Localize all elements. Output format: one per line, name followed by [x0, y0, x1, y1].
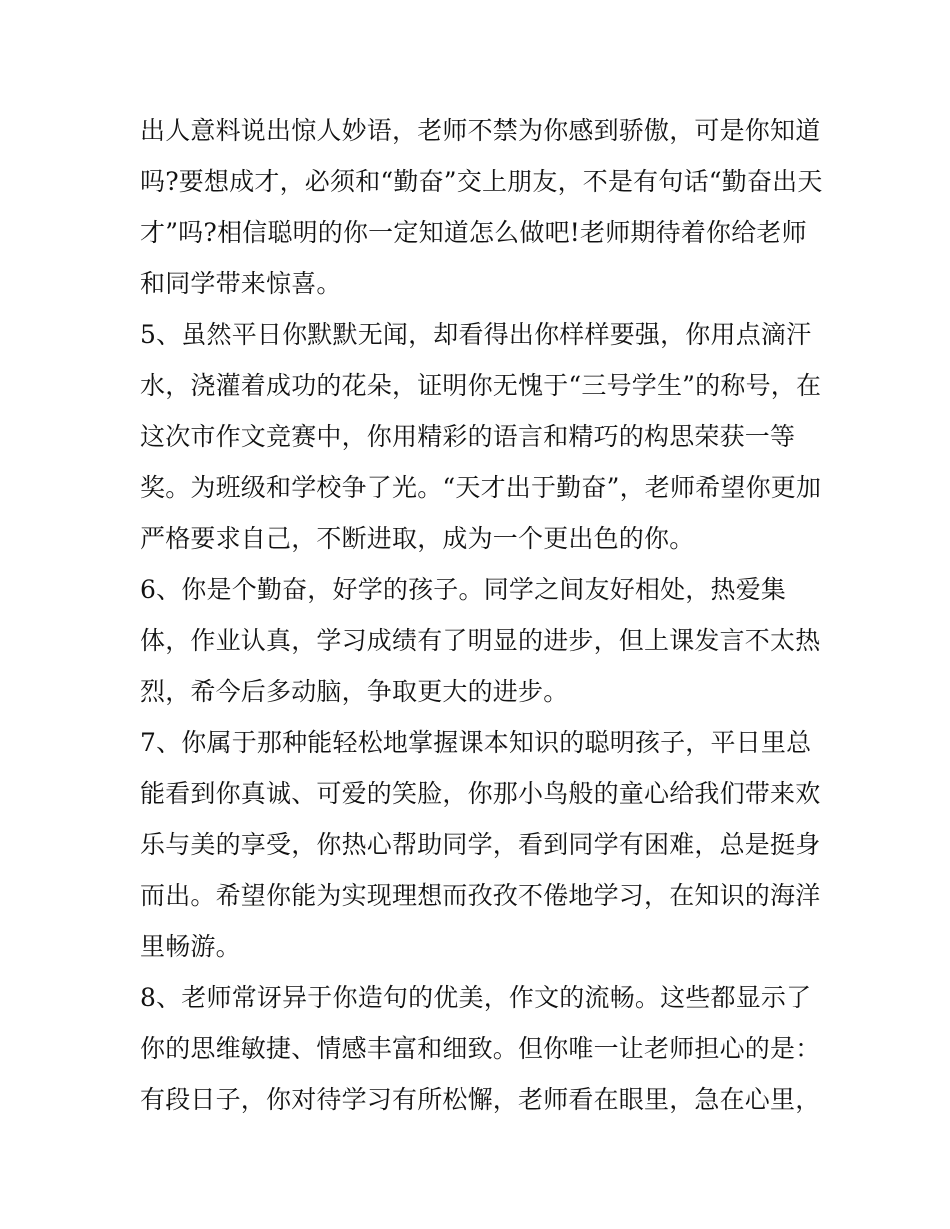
text-line: 严格要求自己，不断进取，成为一个更出色的你。	[140, 524, 695, 553]
text-line: 奖。为班级和学校争了光。“天才出于勤奋”，老师希望你更加	[140, 473, 822, 502]
text-line: 里畅游。	[140, 932, 241, 961]
text-line: 8、老师常讶异于你造句的优美，作文的流畅。这些都显示了	[140, 983, 812, 1012]
text-line: 6、你是个勤奋，好学的孩子。同学之间友好相处，热爱集	[140, 575, 787, 604]
text-line: 你的思维敏捷、情感丰富和细致。但你唯一让老师担心的是：	[140, 1034, 821, 1063]
text-line: 水，浇灌着成功的花朵，证明你无愧于“三号学生”的称号，在	[140, 371, 822, 400]
text-line: 能看到你真诚、可爱的笑脸，你那小鸟般的童心给我们带来欢	[140, 779, 821, 808]
text-line: 7、你属于那种能轻松地掌握课本知识的聪明孩子，平日里总	[140, 728, 812, 757]
text-line: 烈，希今后多动脑，争取更大的进步。	[140, 677, 569, 706]
text-line: 体，作业认真，学习成绩有了明显的进步，但上课发言不太热	[140, 626, 821, 655]
text-line: 而出。希望你能为实现理想而孜孜不倦地学习，在知识的海洋	[140, 881, 821, 910]
text-line: 这次市作文竞赛中，你用精彩的语言和精巧的构思荣获一等	[140, 422, 796, 451]
text-line: 吗?要想成才，必须和“勤奋”交上朋友，不是有句话“勤奋出天	[140, 167, 823, 196]
text-line: 有段日子，你对待学习有所松懈，老师看在眼里，急在心里，	[140, 1085, 821, 1114]
text-line: 5、虽然平日你默默无闻，却看得出你样样要强，你用点滴汗	[140, 320, 812, 349]
text-line: 出人意料说出惊人妙语，老师不禁为你感到骄傲，可是你知道	[140, 116, 821, 145]
text-line: 才”吗?相信聪明的你一定知道怎么做吧!老师期待着你给老师	[140, 218, 807, 247]
text-line: 乐与美的享受，你热心帮助同学，看到同学有困难，总是挺身	[140, 830, 821, 859]
text-line: 和同学带来惊喜。	[140, 269, 342, 298]
